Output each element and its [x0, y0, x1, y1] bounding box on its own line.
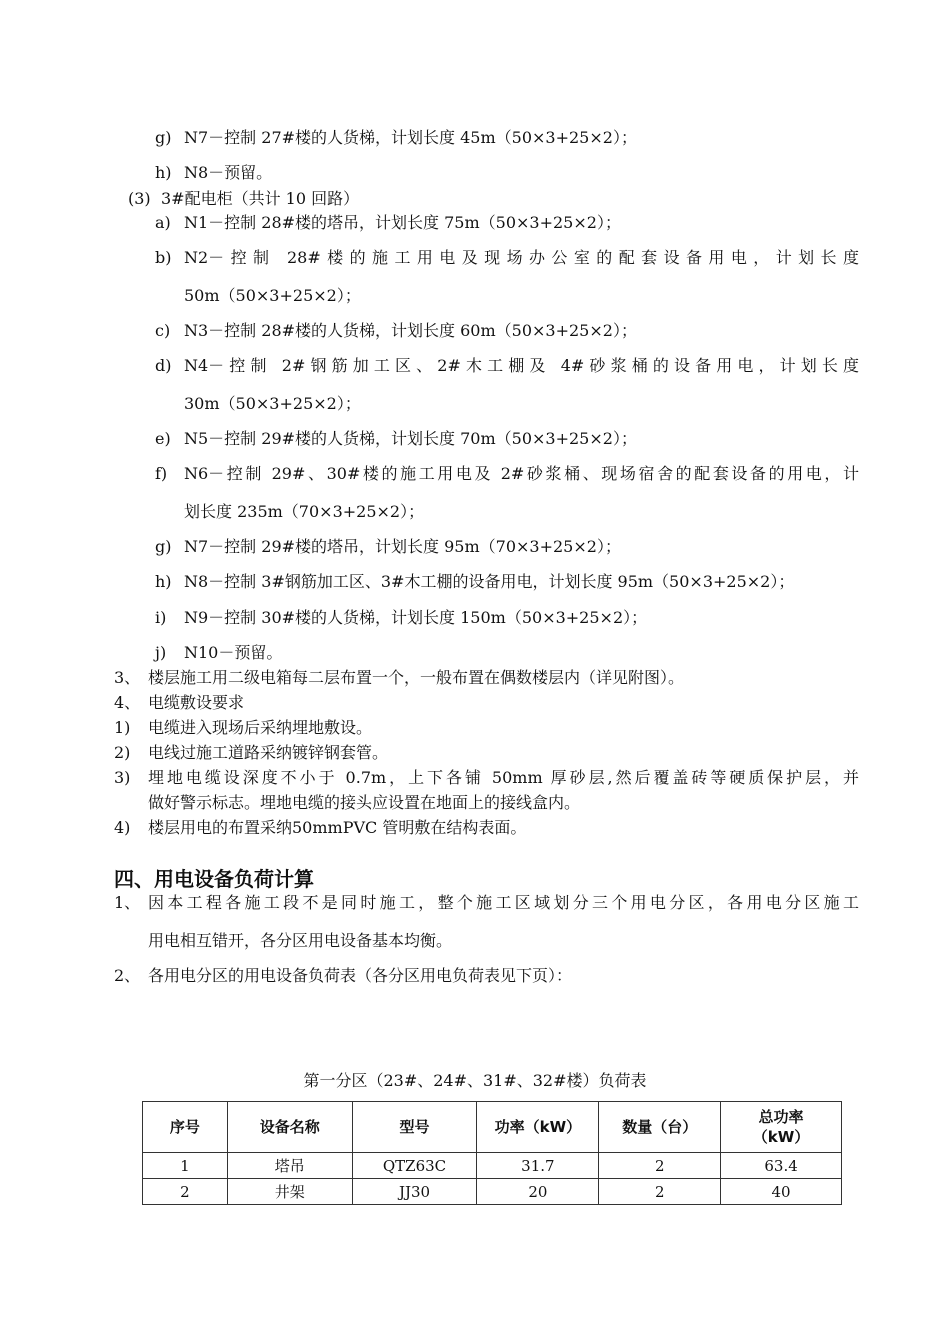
cable-requirement: 电缆进入现场后采纳埋地敷设。 [148, 718, 373, 737]
list-marker: d) [155, 356, 172, 375]
table-cell: 塔吊 [227, 1153, 352, 1179]
point-marker: 1、 [114, 893, 141, 912]
table-cell: JJ30 [352, 1179, 477, 1205]
list-marker: j) [155, 643, 167, 662]
cable-requirement: 楼层用电的布置采纳50mmPVC 管明敷在结构表面。 [148, 818, 527, 837]
table-cell: 2 [599, 1153, 721, 1179]
list-marker: b) [155, 248, 172, 267]
list-marker: g) [155, 128, 172, 147]
cabinet-3-heading: 3#配电柜（共计 10 回路） [161, 189, 360, 208]
table-header-row [143, 1102, 842, 1153]
column-header: 数量（台） [599, 1102, 721, 1153]
table-cell: QTZ63C [352, 1153, 477, 1179]
paragraph-text: 各用电分区的用电设备负荷表（各分区用电负荷表见下页）： [148, 966, 573, 985]
list-marker: f) [155, 464, 168, 483]
list-marker: h) [155, 163, 172, 182]
list-marker: 1) [114, 718, 131, 737]
point-marker: 4、 [114, 693, 141, 712]
list-marker: 2) [114, 743, 131, 762]
table-caption: 第一分区（23#、24#、31#、32#楼）负荷表 [303, 1071, 647, 1090]
column-header: 功率（kW） [477, 1102, 599, 1153]
circuit-item-line1: N6－控制 29#、30#楼的施工用电及 2#砂浆桶、现场宿舍的配套设备的用电，计 [184, 464, 859, 483]
list-marker: a) [155, 213, 171, 232]
paragraph-line2: 用电相互错开，各分区用电设备基本均衡。 [148, 931, 453, 950]
point-marker: 2、 [114, 966, 141, 985]
circuit-item-line2: 30m（50×3+25×2）； [184, 394, 361, 413]
circuit-item-line1: N4－控制 2#钢筋加工区、2#木工棚及 4#砂浆桶的设备用电，计划长度 [184, 356, 859, 375]
table-cell: 40 [721, 1179, 842, 1205]
table-row [143, 1179, 842, 1205]
point-marker: 3、 [114, 668, 141, 687]
circuit-item: N5－控制 29#楼的人货梯，计划长度 70m（50×3+25×2）； [184, 429, 637, 448]
circuit-item: N1－控制 28#楼的塔吊，计划长度 75m（50×3+25×2）； [184, 213, 621, 232]
section-heading: 四、用电设备负荷计算 [114, 867, 314, 891]
table-cell: 31.7 [477, 1153, 599, 1179]
column-header: 序号 [143, 1102, 228, 1153]
list-marker: 4) [114, 818, 131, 837]
column-header-line: （kW） [752, 1128, 810, 1146]
circuit-item: N8－控制 3#钢筋加工区、3#木工棚的设备用电，计划长度 95m（50×3+25×2）； [184, 572, 795, 591]
list-marker: 3) [114, 768, 131, 787]
circuit-item: N7－控制 29#楼的塔吊，计划长度 95m（70×3+25×2）； [184, 537, 621, 556]
circuit-item-line2: 划长度 235m（70×3+25×2）； [184, 502, 425, 521]
circuit-n8-text: N8－预留。 [184, 163, 273, 182]
circuit-item: N3－控制 28#楼的人货梯，计划长度 60m（50×3+25×2）； [184, 321, 637, 340]
cable-requirement-line1: 埋地电缆设深度不小于 0.7m，上下各铺 50mm 厚砂层,然后覆盖砖等硬质保护层，并 [148, 768, 859, 787]
list-marker: e) [155, 429, 171, 448]
table-cell: 20 [477, 1179, 599, 1205]
column-header: 型号 [352, 1102, 477, 1153]
circuit-item-line1: N2－控制 28#楼的施工用电及现场办公室的配套设备用电，计划长度 [184, 248, 859, 267]
cable-requirement: 电线过施工道路采纳镀锌钢套管。 [148, 743, 389, 762]
table-cell: 63.4 [721, 1153, 842, 1179]
table-cell: 2 [599, 1179, 721, 1205]
paragraph-line1: 因本工程各施工段不是同时施工，整个施工区域划分三个用电分区，各用电分区施工 [148, 893, 859, 912]
circuit-n7-text: N7－控制 27#楼的人货梯，计划长度 45m（50×3+25×2）； [184, 128, 637, 147]
table-cell: 井架 [227, 1179, 352, 1205]
list-marker: c) [155, 321, 171, 340]
circuit-item: N10－预留。 [184, 643, 283, 662]
load-table [142, 1101, 842, 1205]
table-cell: 2 [143, 1179, 228, 1205]
table-row [143, 1153, 842, 1179]
point-4-text: 电缆敷设要求 [148, 693, 245, 712]
point-3-text: 楼层施工用二级电箱每二层布置一个，一般布置在偶数楼层内（详见附图）。 [148, 668, 685, 687]
circuit-item: N9－控制 30#楼的人货梯，计划长度 150m（50×3+25×2）； [184, 608, 648, 627]
list-marker: g) [155, 537, 172, 556]
list-marker: i) [155, 608, 167, 627]
cable-requirement-line2: 做好警示标志。埋地电缆的接头应设置在地面上的接线盒内。 [148, 793, 581, 812]
column-header: 设备名称 [227, 1102, 352, 1153]
table-cell: 1 [143, 1153, 228, 1179]
circuit-item-line2: 50m（50×3+25×2）； [184, 286, 361, 305]
column-header-total-power [721, 1102, 842, 1153]
list-marker: h) [155, 572, 172, 591]
cabinet-marker: (3) [128, 189, 151, 208]
column-header-line: 总功率 [758, 1108, 804, 1126]
